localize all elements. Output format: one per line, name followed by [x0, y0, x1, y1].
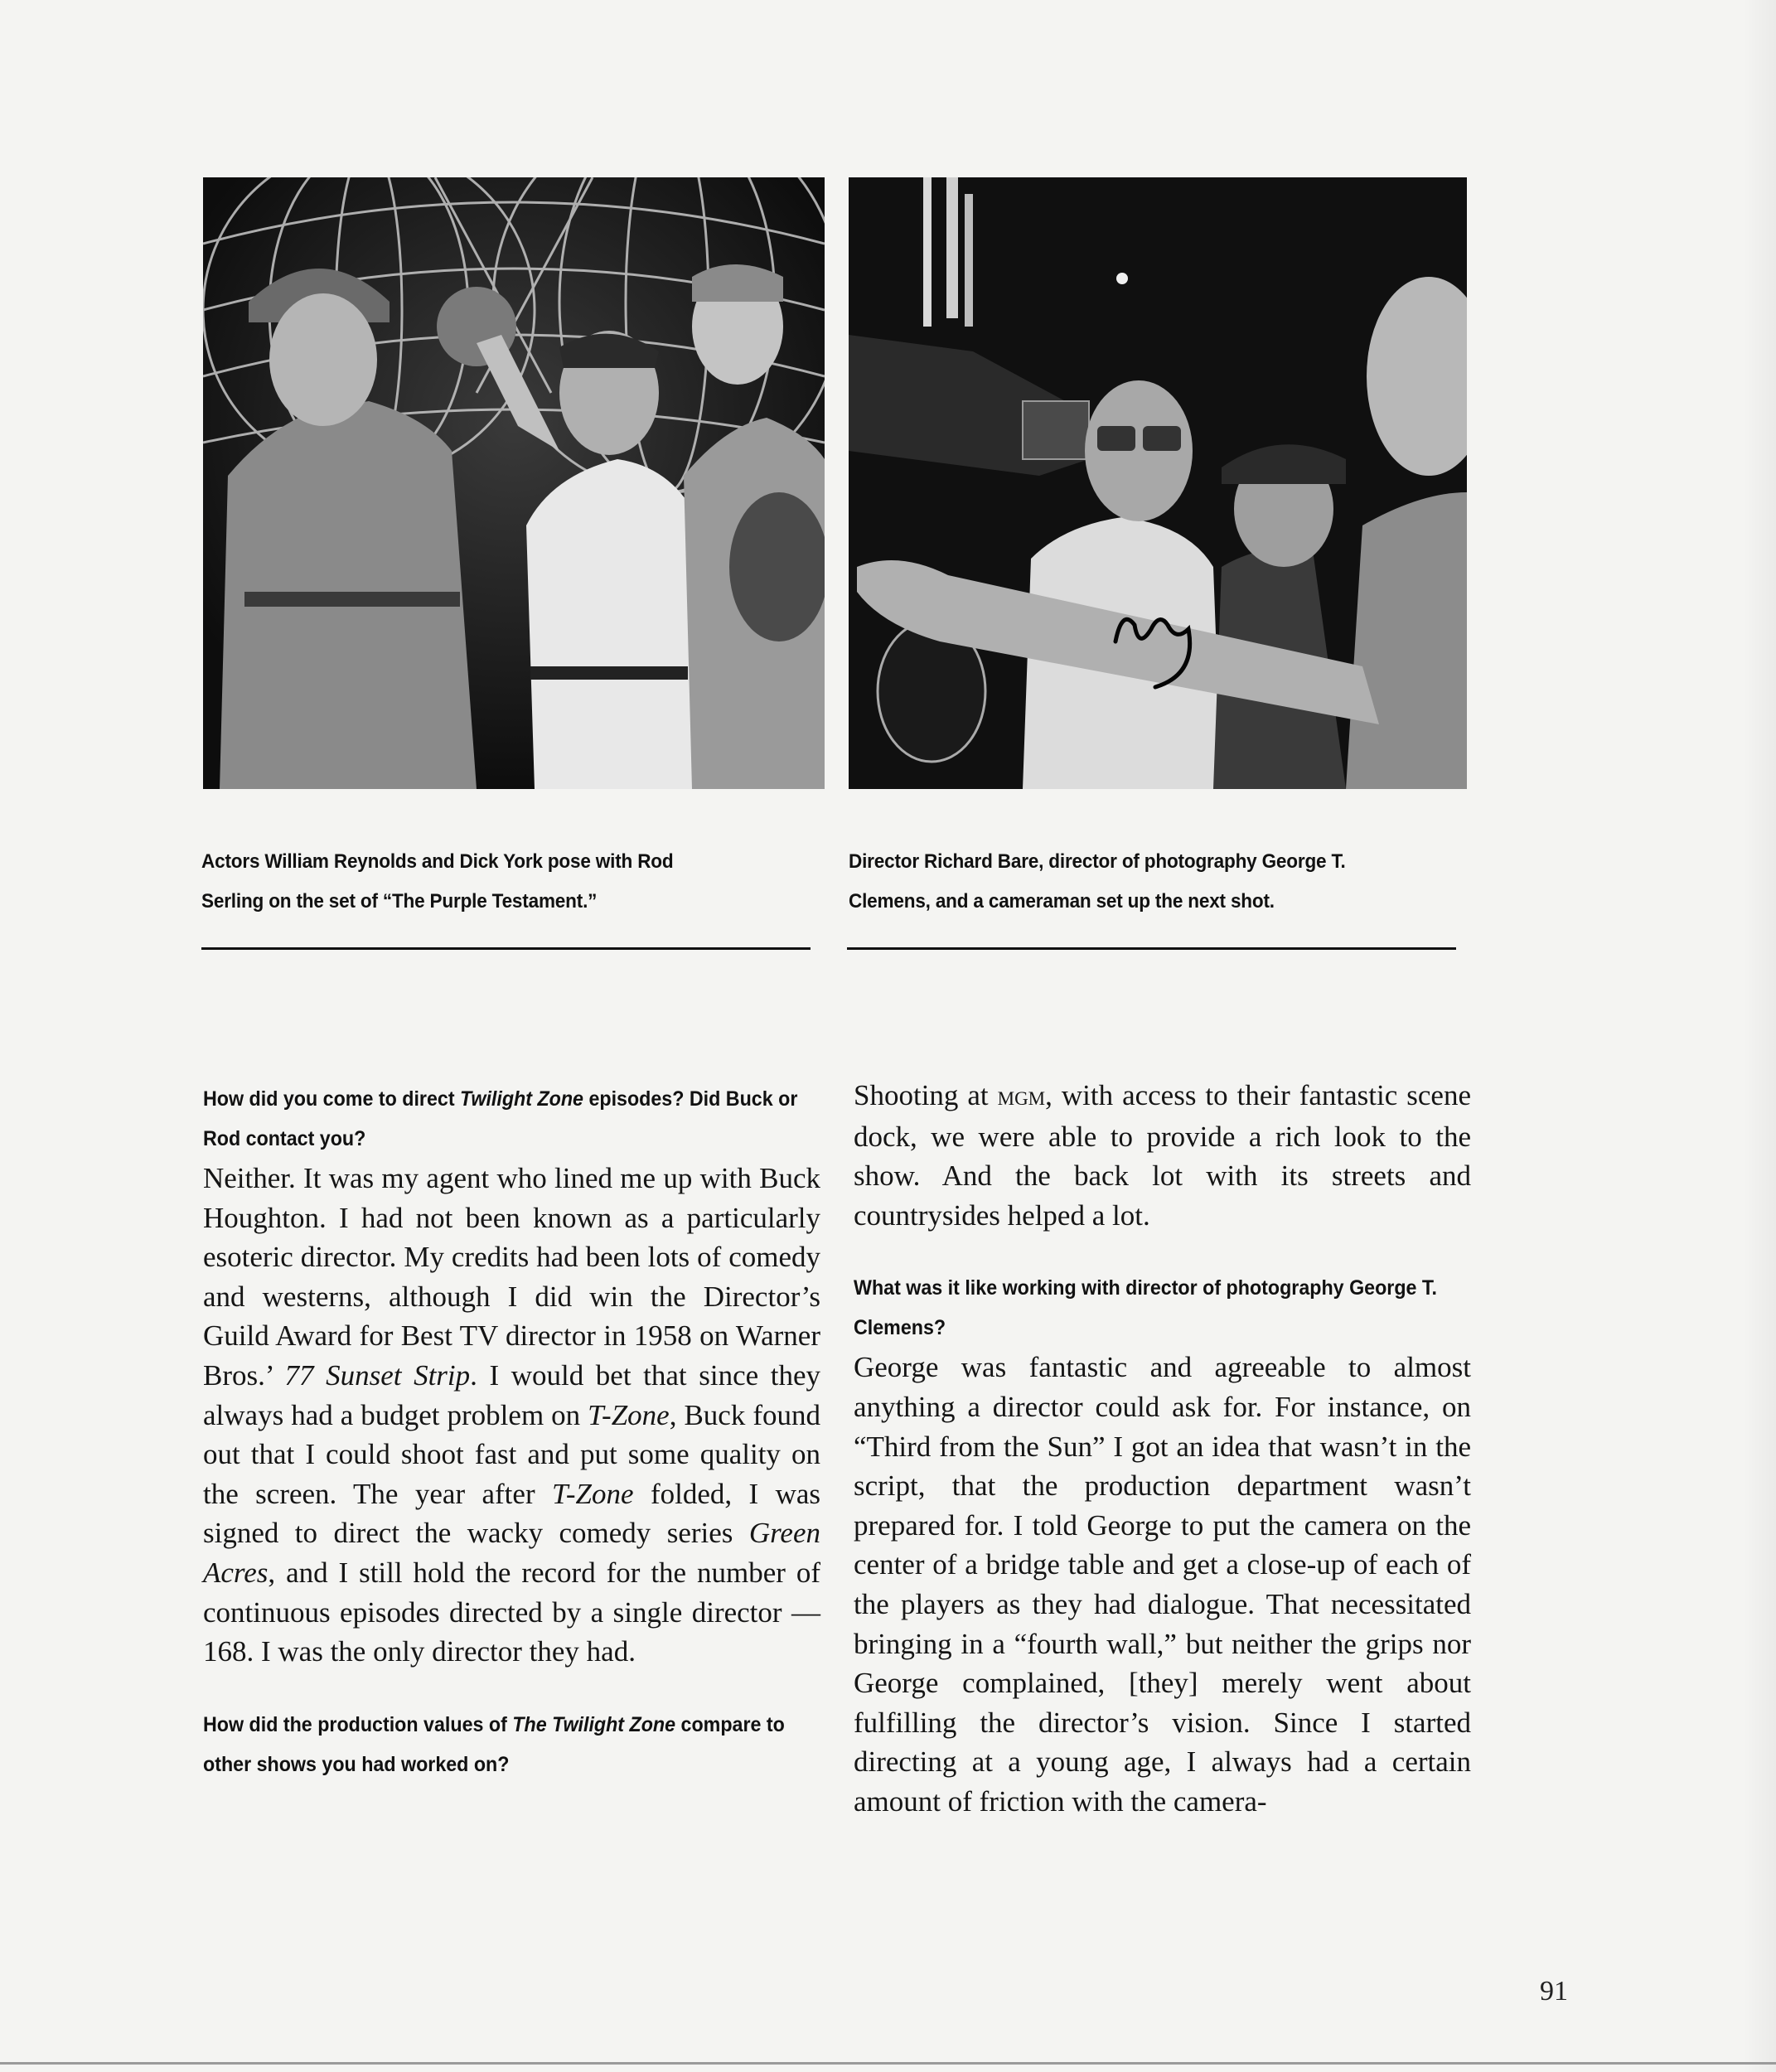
question-george-clemens: What was it like working with director of photography George T. Clemens?: [854, 1276, 1438, 1340]
question-text: episodes? Did Buck or Rod contact you?: [203, 1087, 798, 1150]
answer-shooting-at-mgm: [854, 1076, 1471, 1235]
page-edge-shadow: [1743, 0, 1776, 2072]
page-number: 91: [1540, 1976, 1568, 2007]
photo-right-image: [849, 177, 1467, 789]
left-text-column: [203, 1079, 820, 1784]
question-production-values: [203, 1705, 820, 1784]
right-text-column: [854, 1076, 1471, 1822]
answer-small-caps: mgm: [997, 1082, 1046, 1111]
photo-purple-testament: [203, 177, 825, 789]
caption-left: [201, 842, 826, 922]
caption-right-line-2: Clemens, and a cameraman set up the next shot.: [849, 890, 1275, 913]
answer-george-fantastic: George was fantastic and agreeable to almost anything a director could ask for. For instance, on “Third from the Sun” I got an idea that wasn’t in the script, that the production department wasn’t prepared for. I told George to put the camera on the center of a bridge table and get a close-up of each of the players as they had dialogue. That necessitated bringing in a “fourth wall,” but neither the grips nor George complained, [they] merely went about fulfilling the director’s vision. Since I started directing at a young age, I always had a certain amount of friction with the camera-: [854, 1351, 1471, 1818]
question-text: How did you come to direct: [203, 1087, 461, 1111]
answer-text: , Buck found out that I could shoot fast and put some quality on the screen. The year after: [203, 1398, 820, 1510]
answer-text: folded, I was signed to direct the wacky comedy series: [203, 1477, 820, 1550]
caption-right-divider: [847, 947, 1456, 950]
question-text: How did the production values of: [203, 1712, 513, 1736]
caption-right-line-1: Director Richard Bare, director of photography George T.: [849, 850, 1346, 873]
answer-neither: [203, 1159, 820, 1672]
question-direct-twilight-zone: [203, 1079, 820, 1159]
question-italic-title: The Twilight Zone: [512, 1712, 676, 1736]
caption-right: [849, 842, 1474, 922]
spacer: [854, 1235, 1471, 1268]
question-italic-title: Twilight Zone: [460, 1087, 583, 1111]
answer-text: , and I still hold the record for the number of continuous episodes directed by a single director — 168. I was the only director they had.: [203, 1556, 820, 1668]
scan-bottom-edge: [0, 2062, 1776, 2065]
spacer: [203, 1672, 820, 1705]
answer-italic-title: Green Acres: [203, 1517, 820, 1589]
answer-italic-title: T-Zone: [588, 1398, 670, 1431]
answer-text: Shooting at: [854, 1079, 998, 1111]
answer-italic-title: T-Zone: [552, 1477, 634, 1510]
caption-left-line-2: Serling on the set of “The Purple Testament.”: [201, 890, 598, 913]
answer-text: Neither. It was my agent who lined me up with Buck Houghton. I had not been known as a particularly esoteric director. My credits had been lots of comedy and westerns, although I did win the Director’s Guild Award for Best TV director in 1958 on Warner Bros.’: [203, 1162, 820, 1392]
caption-left-divider: [201, 947, 811, 950]
answer-text: . I would bet that since they always had a budget problem on: [203, 1358, 820, 1431]
caption-left-line-1: Actors William Reynolds and Dick York pose with Rod: [201, 850, 674, 873]
photo-director-camera: [849, 177, 1467, 789]
photo-left-image: [203, 177, 825, 789]
answer-italic-title: 77 Sunset Strip: [284, 1358, 471, 1392]
answer-text: , with access to their fantastic scene dock, we were able to provide a rich look to the show. And the back lot with its streets and countrysides helped a lot.: [854, 1079, 1471, 1232]
question-text: compare to other shows you had worked on?: [203, 1712, 785, 1776]
